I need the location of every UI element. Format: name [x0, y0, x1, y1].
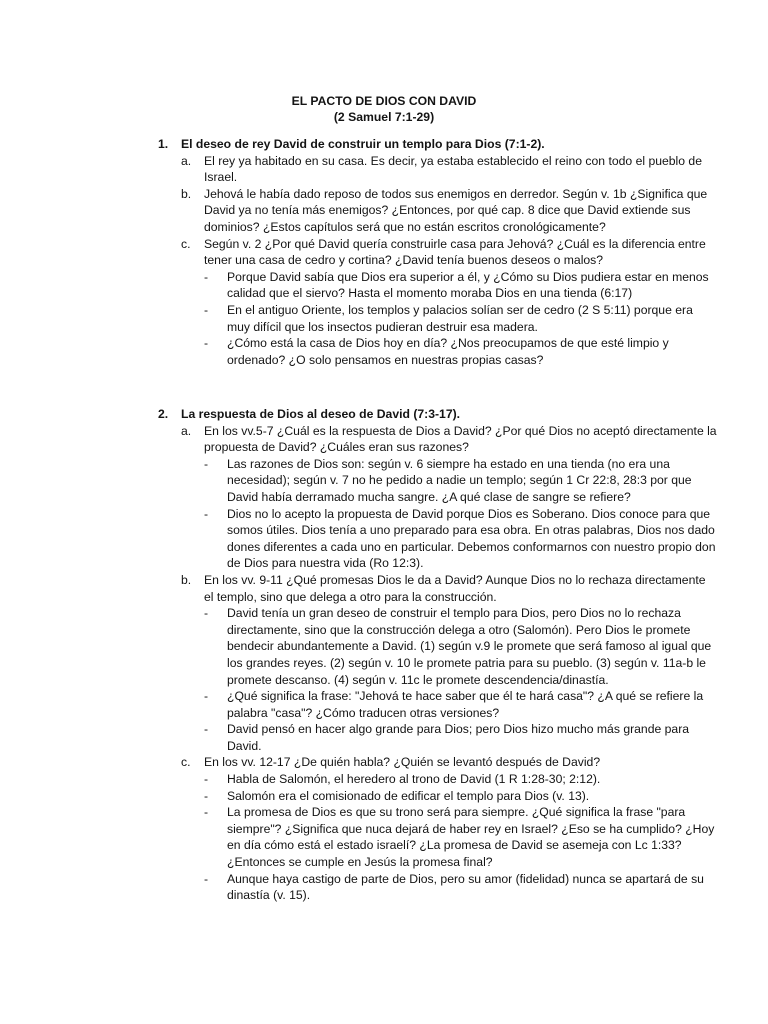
bullet-dash: - — [204, 269, 209, 284]
bullet-dash: - — [204, 871, 209, 886]
bullet-text: Aunque haya castigo de parte de Dios, pero su amor (fidelidad) nunca se apartará de su dinastía (v. 15). — [227, 871, 704, 903]
bullet-dash: - — [204, 456, 209, 471]
bullet-dash: - — [204, 805, 209, 820]
list-item — [158, 754, 718, 771]
bullet-item — [158, 269, 718, 302]
section-1 — [158, 136, 718, 368]
bullet-dash: - — [204, 788, 209, 803]
section-heading-text: La respuesta de Dios al deseo de David (7:3-17). — [181, 407, 461, 421]
bullet-text: La promesa de Dios es que su trono será para siempre. ¿Qué significa la frase "para siempre"? ¿Significa que nuca dejará de haber rey en Israel? ¿Eso se ha cumplido? ¿Hoy en día cómo está el estado israelí? ¿La promesa de David se asemeja con Lc 1:33? ¿Entonces se cumple en Jesús la promesa final? — [227, 805, 715, 870]
bullet-dash: - — [204, 506, 209, 521]
item-text: Según v. 2 ¿Por qué David quería construirle casa para Jehová? ¿Cuál es la diferencia entre tener una casa de cedro y cortina? ¿David tenía buenos deseos o malos? — [204, 236, 706, 268]
bullet-text: ¿Cómo está la casa de Dios hoy en día? ¿Nos preocupamos de que esté limpio y ordenado? ¿O solo pensamos en nuestras propias casas? — [227, 336, 669, 367]
bullet-item — [158, 721, 718, 754]
bullet-text: David pensó en hacer algo grande para Dios; pero Dios hizo mucho más grande para David. — [227, 722, 690, 753]
document-title: EL PACTO DE DIOS CON DAVID — [291, 94, 477, 108]
item-text: El rey ya habitado en su casa. Es decir, ya estaba establecido el reino con todo el pueblo de Israel. — [204, 153, 702, 185]
bullet-text: Salomón era el comisionado de edificar el templo para Dios (v. 13). — [227, 788, 590, 803]
list-item — [158, 572, 718, 605]
item-text: En los vv. 9-11 ¿Qué promesas Dios le da a David? Aunque Dios no lo rechaza directamente el templo, sino que delega a otro para la construcción. — [204, 572, 706, 604]
item-letter: b. — [181, 572, 192, 587]
item-text: En los vv. 12-17 ¿De quién habla? ¿Quién se levantó después de David? — [204, 755, 601, 770]
bullet-text: En el antiguo Oriente, los templos y palacios solían ser de cedro (2 S 5:11) porque era muy difícil que los insectos pudieran destruir esa madera. — [227, 302, 693, 334]
bullet-item — [158, 804, 718, 870]
bullet-item — [158, 871, 718, 904]
bullet-text: Habla de Salomón, el heredero al trono de David (1 R 1:28-30; 2:12). — [227, 772, 601, 787]
bullet-text: Las razones de Dios son: según v. 6 siempre ha estado en una tienda (no era una necesidad); según v. 7 no he pedido a nadie un templo; según 1 Cr 22:8, 28:3 por que David había derramado mucha sangre. ¿A qué clase de sangre se refiere? — [227, 456, 692, 504]
item-letter: a. — [181, 423, 192, 438]
bullet-dash: - — [204, 772, 209, 787]
item-letter: c. — [181, 236, 191, 251]
bullet-dash: - — [204, 606, 209, 621]
bullet-item — [158, 688, 718, 721]
item-text: En los vv.5-7 ¿Cuál es la respuesta de Dios a David? ¿Por qué Dios no aceptó directamente la propuesta de David? ¿Cuáles eran sus razones? — [204, 423, 717, 455]
bullet-item — [158, 506, 718, 572]
bullet-item — [158, 335, 718, 368]
section-heading — [158, 136, 718, 153]
section-number: 2. — [158, 407, 169, 421]
document-subtitle: (2 Samuel 7:1-29) — [333, 110, 435, 124]
bullet-item — [158, 788, 718, 805]
bullet-dash: - — [204, 302, 209, 317]
section-2 — [158, 406, 718, 904]
list-item — [158, 153, 718, 186]
item-letter: b. — [181, 186, 192, 201]
bullet-dash: - — [204, 336, 209, 351]
section-heading-text: El deseo de rey David de construir un templo para Dios (7:1-2). — [181, 137, 545, 151]
list-item — [158, 186, 718, 236]
list-item — [158, 236, 718, 269]
bullet-item — [158, 302, 718, 335]
bullet-text: ¿Qué significa la frase: "Jehová te hace saber que él te hará casa"? ¿A qué se refiere la palabra "casa"? ¿Cómo traducen otras versiones? — [227, 689, 704, 720]
item-letter: c. — [181, 755, 191, 770]
bullet-text: Dios no lo acepto la propuesta de David porque Dios es Soberano. Dios conoce para que somos útiles. Dios tenía a uno preparado para esa obra. En otras palabras, Dios nos dado dones diferentes a cada uno en particular. Debemos conformarnos con nuestro propio don de Dios para nuestra vida (Ro 12:3). — [227, 506, 716, 571]
section-number: 1. — [158, 137, 169, 151]
bullet-dash: - — [204, 689, 209, 704]
bullet-item — [158, 605, 718, 688]
item-letter: a. — [181, 153, 192, 168]
item-text: Jehová le había dado reposo de todos sus enemigos en derredor. Según v. 1b ¿Significa que David ya no tenía más enemigos? ¿Entonces, por qué cap. 8 dice que David extiende sus dominios? ¿Estos capítulos será que no están escritos cronológicamente? — [204, 186, 708, 234]
bullet-text: Porque David sabía que Dios era superior a él, y ¿Cómo su Dios pudiera estar en menos calidad que el siervo? Hasta el momento moraba Dios en una tienda (6:17) — [227, 269, 709, 301]
bullet-text: David tenía un gran deseo de construir el templo para Dios, pero Dios no lo rechaza directamente, sino que la construcción delega a otro (Salomón). Pero Dios le promete bendecir abundantemente a David. (1) según v.9 le promete que será famoso al igual que los grandes reyes. (2) según v. 10 le promete patria para su pueblo. (3) según v. 11a-b le promete descanso. (4) según v. 11c le promete descendencia/dinastía. — [227, 606, 712, 687]
section-heading — [158, 406, 718, 423]
bullet-item — [158, 771, 718, 788]
list-item — [158, 423, 718, 456]
bullet-item — [158, 456, 718, 506]
bullet-dash: - — [204, 722, 209, 737]
